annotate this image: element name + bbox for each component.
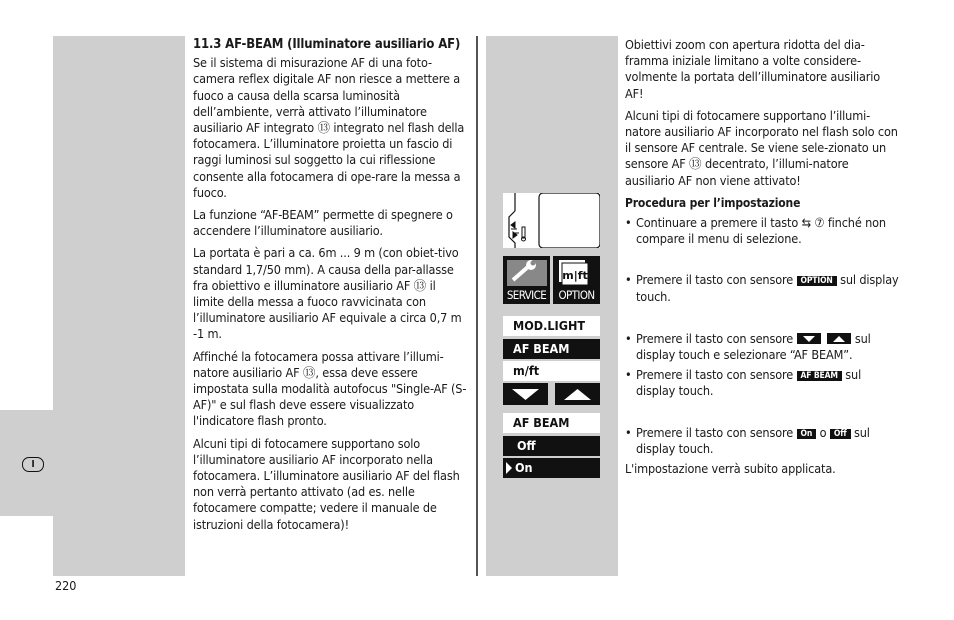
language-letter: I — [31, 459, 35, 470]
option-label: OPTION — [558, 288, 595, 302]
swap-key-icon: ⇆ ⑦ — [801, 215, 825, 231]
down-triangle-icon — [503, 383, 548, 405]
off-badge: Off — [830, 429, 851, 439]
bullet: • — [625, 424, 632, 440]
service-button[interactable] — [503, 256, 550, 304]
menu-item-mod-light[interactable]: MOD.LIGHT — [503, 316, 600, 336]
service-label: SERVICE — [506, 288, 547, 302]
menu-item-off[interactable]: Off — [503, 436, 600, 456]
middle-gray-column — [486, 36, 618, 576]
paragraph: La portata è pari a ca. 6m ... 9 m (con obiet-tivo standard 1,7/50 mm). A causa della par-allasse fra obiettivo e illuminatore ausiliario AF ⑬ il limite della messa a fuoco ravvicinata con l’illuminatore ausiliario AF equivale a circa 0,7 m -1 m. — [193, 245, 462, 342]
bullet: • — [625, 215, 632, 231]
up-triangle-icon — [555, 383, 600, 405]
af-beam-title: AF BEAM — [503, 413, 600, 433]
menu-item-af-beam[interactable]: AF BEAM — [503, 339, 600, 359]
selection-pointer-icon — [505, 458, 515, 478]
step-4: • Premere il tasto con sensore AF BEAM sul display touch. — [625, 367, 862, 399]
step-3: • Premere il tasto con sensore sul display touch e selezionare “AF BEAM”. — [625, 330, 871, 363]
up-triangle-badge-icon — [827, 333, 851, 344]
up-arrow-button[interactable] — [555, 383, 600, 405]
bullet: • — [625, 330, 632, 346]
menu-item-m-ft[interactable]: m/ft — [503, 361, 600, 381]
language-marker — [22, 457, 44, 472]
step-5: • Premere il tasto con sensore On o Off sul display touch. — [625, 424, 870, 456]
column-divider — [476, 36, 478, 576]
section-heading: 11.3 AF-BEAM (Illuminatore ausiliario AF) — [193, 37, 461, 52]
down-arrow-button[interactable] — [503, 383, 548, 405]
option-mfh-icon — [553, 256, 600, 290]
step-1: • Continuare a premere il tasto ⇆ ⑦ finché non compare il menu di selezione. — [625, 215, 886, 247]
bullet: • — [625, 367, 632, 383]
page-number: 220 — [55, 578, 77, 593]
option-badge: OPTION — [797, 276, 837, 286]
camera-switch-icon — [503, 193, 600, 248]
bullet: • — [625, 272, 632, 288]
paragraph: Se il sistema di misurazione AF di una foto-camera reflex digitale AF non riesce a mettere a fuoco a causa della scarsa luminosità dell’ambiente, verrà attivato l’illuminatore ausiliario AF integrato ⑬ integrato nel flash della fotocamera. L’illuminatore proietta un fascio di raggi luminosi sul soggetto la cui riflessione consente alla fotocamera di ope-rare la messa a fuoco. — [193, 55, 465, 200]
paragraph: Affinché la fotocamera possa attivare l’illumi-natore ausiliario AF ⑬, essa deve essere impostata sulla modalità autofocus "Single-AF (S-AF)" e sul flash deve essere visualizzato l'indicatore flash pronto. — [193, 348, 467, 429]
right-text-column — [625, 37, 901, 477]
wrench-icon — [503, 256, 550, 290]
left-margin-column — [53, 36, 185, 576]
lcd-menu-2 — [503, 413, 600, 479]
down-triangle-badge-icon — [797, 333, 821, 344]
menu-item-on[interactable] — [503, 458, 600, 478]
menu-item-on-label: On — [515, 460, 533, 475]
camera-illustration — [503, 193, 600, 248]
option-button[interactable] — [553, 256, 600, 304]
step-2: • Premere il tasto con sensore OPTION sul display touch. — [625, 272, 899, 304]
paragraph: Alcuni tipi di fotocamere supportano solo l’illuminatore ausiliario AF incorporato nella fotocamera. L’illuminatore ausiliario AF del flash non verrà pertanto attivato (ad es. nelle fotocamere compatte; vedere il manuale de istruzioni della fotocamera)! — [193, 435, 460, 532]
paragraph: La funzione “AF-BEAM” permette di spegnere o accendere l’illuminatore ausiliario. — [193, 207, 453, 239]
left-text-column — [193, 37, 469, 539]
procedure-heading: Procedura per l’impostazione — [625, 195, 801, 210]
paragraph: Obiettivi zoom con apertura ridotta del dia-framma iniziale limitano a volte considere-volmente la portata dell’illuminatore ausiliario AF! — [625, 37, 881, 101]
paragraph: Alcuni tipi di fotocamere supportano l’illumi-natore ausiliario AF incorporato nel flash solo con il sensore AF centrale. Se viene sele-zionato un sensore AF ⑬ decentrato, l’illumi-natore ausiliario AF non viene attivato! — [625, 107, 898, 188]
final-note: L'impostazione verrà subito applicata. — [625, 461, 836, 477]
on-badge: On — [797, 429, 817, 439]
lcd-menu-1 — [503, 316, 600, 378]
af-beam-badge: AF BEAM — [797, 371, 842, 381]
svg-text:m|ft: m|ft — [562, 269, 588, 282]
